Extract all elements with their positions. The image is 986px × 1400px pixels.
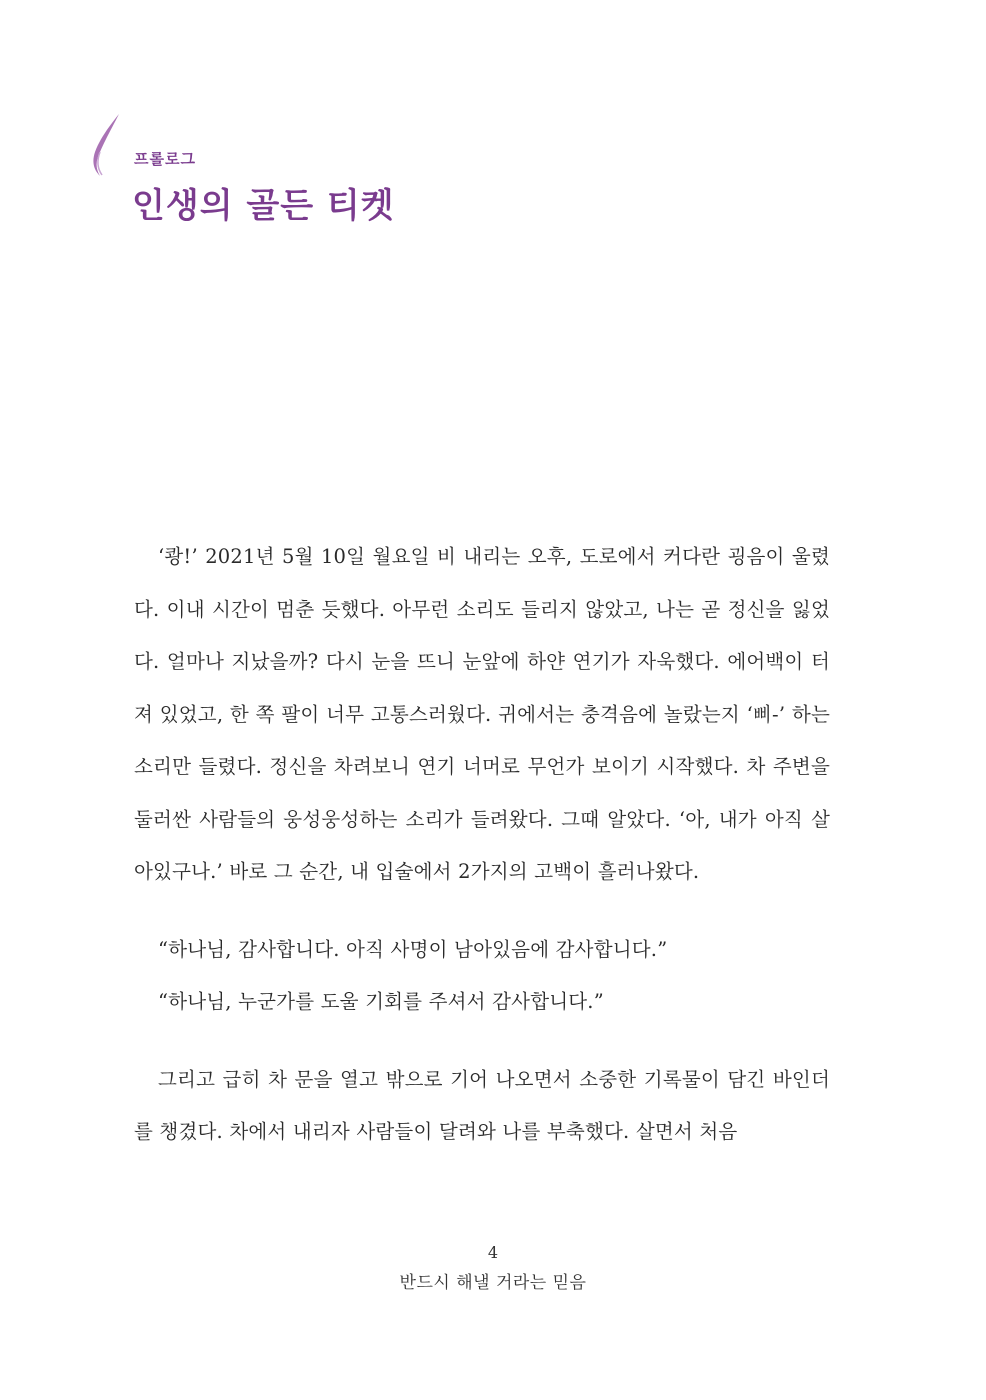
quote-2: “하나님, 누군가를 도울 기회를 주셔서 감사합니다.”	[158, 990, 604, 1013]
page-number: 4	[487, 1243, 499, 1262]
chapter-title: 인생의 골든 티켓	[132, 186, 395, 226]
running-footer-title: 반드시 해낼 거라는 믿음	[399, 1273, 587, 1293]
section-label: 프롤로그	[134, 150, 196, 168]
paragraph-1: ‘쾅!’ 2021년 5월 10일 월요일 비 내리는 오후, 도로에서 커다란 굉음이 울렸다. 이내 시간이 멈춘 듯했다. 아무런 소리도 들리지 않았고, 나는 곧 정신을 잃었다. 얼마나 지났을까? 다시 눈을 뜨니 눈앞에 하얀 연기가 자욱했다. 에어백이 터져 있었고, 한 쪽 팔이 너무 고통스러웠다. 귀에서는 충격음에 놀랐는지 ‘삐-’ 하는 소리만 들렸다. 정신을 차려보니 연기 너머로 무언가 보이기 시작했다. 차 주변을 둘러싼 사람들의 웅성웅성하는 소리가 들려왔다. 그때 알았다. ‘아, 내가 아직 살아있구나.’ 바로 그 순간, 내 입술에서 2가지의 고백이 흘러나왔다.	[134, 545, 830, 883]
brush-stroke-icon	[86, 112, 122, 182]
paragraph-2: 그리고 급히 차 문을 열고 밖으로 기어 나오면서 소중한 기록물이 담긴 바인더를 챙겼다. 차에서 내리자 사람들이 달려와 나를 부축했다. 살면서 처음	[134, 1067, 830, 1143]
body-text	[134, 531, 830, 1159]
quote-1: “하나님, 감사합니다. 아직 사명이 남아있음에 감사합니다.”	[158, 937, 668, 961]
